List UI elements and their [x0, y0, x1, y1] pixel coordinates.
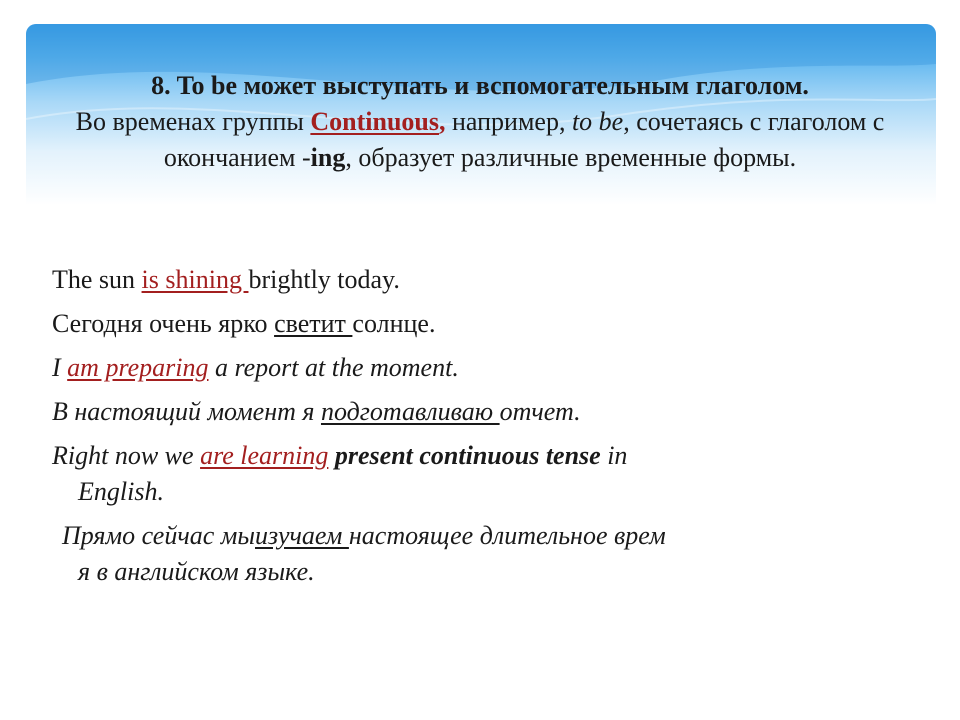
example-5-post: in: [600, 441, 628, 470]
example-1-verb: is shining: [141, 265, 249, 294]
example-2: [52, 306, 812, 342]
example-5: [52, 438, 812, 510]
to-be-term: to be: [571, 107, 624, 136]
ing-term: ing: [310, 143, 346, 172]
example-1-post: brightly today.: [248, 265, 400, 294]
example-5-pre: Right now we: [52, 441, 201, 470]
example-3: [52, 350, 812, 386]
example-5-bold: present continuous tense: [328, 441, 601, 470]
heading-text-2: например,: [445, 107, 572, 136]
example-4-pre: В настоящий момент я: [52, 397, 321, 426]
example-4-verb: подготавливаю: [320, 397, 500, 426]
example-2-verb: светит: [274, 309, 353, 338]
examples-list: [52, 262, 812, 598]
example-2-pre: Сегодня очень ярко: [52, 309, 275, 338]
heading-text-1: Во временах группы: [75, 107, 311, 136]
heading-text-3: , сочетаясь с глаголом с окончанием -: [163, 107, 885, 172]
example-6: [52, 518, 812, 590]
continuous-term: Continuous: [310, 107, 440, 136]
example-3-post: a report at the moment.: [208, 353, 459, 382]
example-1-pre: The sun: [52, 265, 142, 294]
continuous-comma: ,: [439, 107, 446, 136]
example-6-pre: Прямо сейчас мы: [62, 521, 255, 550]
example-3-verb: am preparing: [67, 353, 209, 382]
example-2-post: солнце.: [352, 309, 436, 338]
heading-text-4: , образует различные временные формы.: [345, 143, 797, 172]
example-6-verb: изучаем: [255, 521, 349, 550]
example-4: [52, 394, 812, 430]
example-6-post: настоящее длительное врем: [348, 521, 666, 550]
example-3-pre: I: [52, 353, 68, 382]
slide-heading: [40, 68, 920, 176]
example-5-verb: are learning: [200, 441, 329, 470]
heading-title: 8. To be может выступать и вспомогательным глаголом.: [151, 71, 809, 100]
example-1: [52, 262, 812, 298]
example-5-continuation: English.: [78, 477, 164, 506]
example-4-post: отчет.: [499, 397, 581, 426]
example-6-continuation: я в английском языке.: [78, 557, 315, 586]
